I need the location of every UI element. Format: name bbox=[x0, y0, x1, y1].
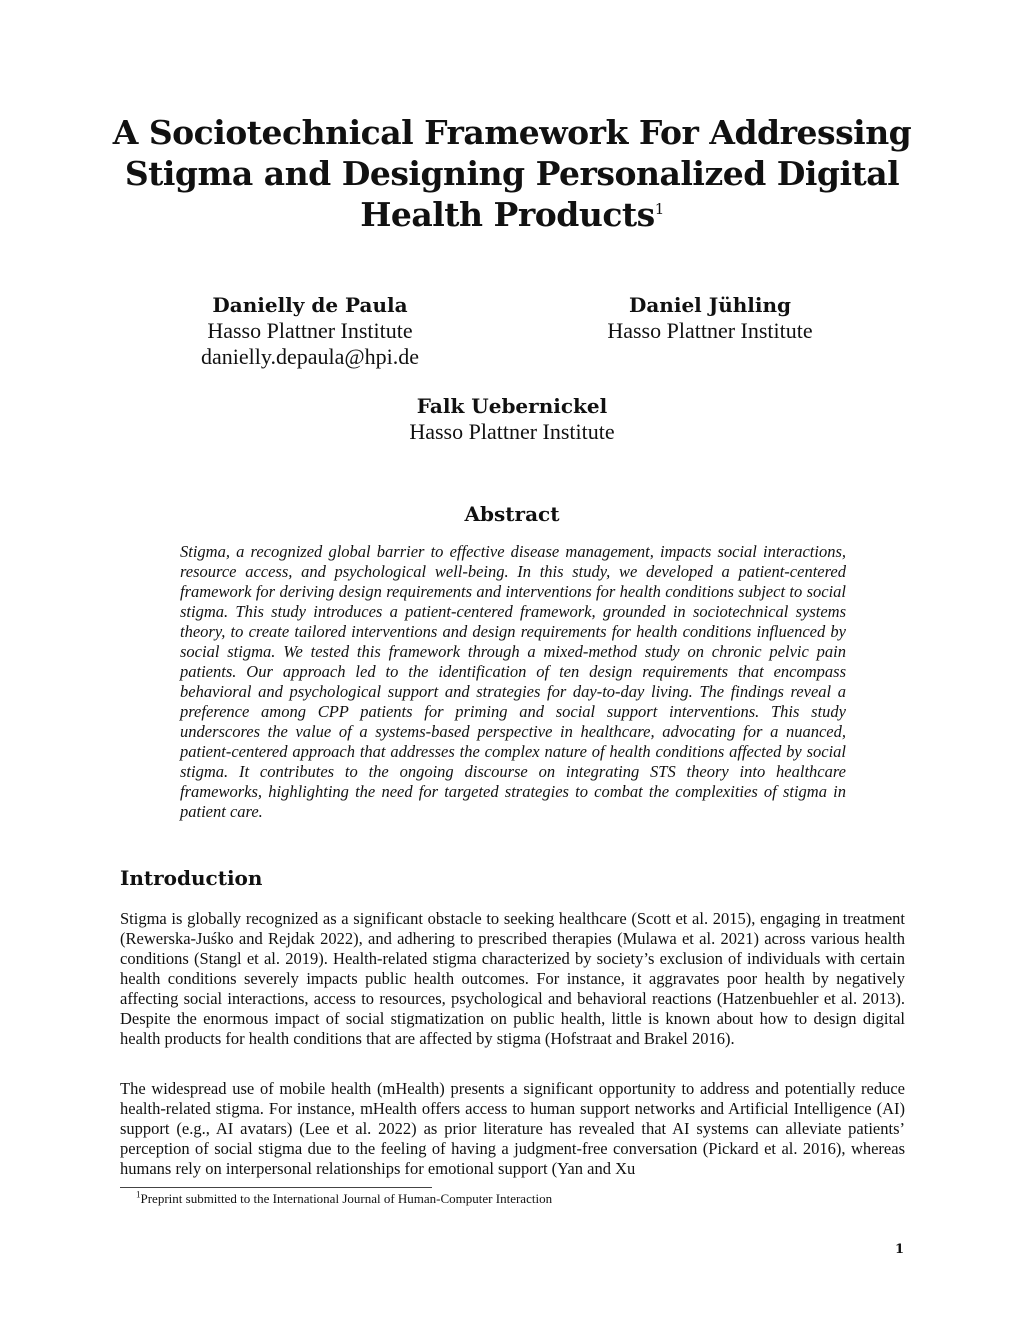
footnote-text: Preprint submitted to the International Journal of Human-Computer Interaction bbox=[140, 1191, 553, 1206]
paper-title-text: A Sociotechnical Framework For Addressing Stigma and Designing Personalized Digital Health Products bbox=[112, 113, 912, 234]
author-block-2 bbox=[560, 292, 860, 344]
footnote-divider bbox=[120, 1187, 432, 1188]
author-email: danielly.depaula@hpi.de bbox=[201, 344, 419, 369]
paper-title bbox=[110, 112, 914, 235]
author-block-3 bbox=[362, 393, 662, 445]
abstract-heading: Abstract bbox=[464, 502, 560, 526]
author-affiliation: Hasso Plattner Institute bbox=[207, 318, 413, 343]
introduction-heading: Introduction bbox=[120, 866, 263, 890]
introduction-paragraph-2: The widespread use of mobile health (mHealth) presents a significant opportunity to address and potentially reduce health-related stigma. For instance, mHealth offers access to human support networks and Artificial Intelligence (AI) support (e.g., AI avatars) (Lee et al. 2022) as prior literature has revealed that AI systems can alleviate patients’ perception of social stigma due to the feeling of having a judgment-free conversation (Pickard et al. 2016), whereas humans rely on interpersonal relationships for emotional support (Yan and Xu bbox=[120, 1079, 905, 1178]
page-number: 1 bbox=[894, 1242, 904, 1257]
abstract-text: Stigma, a recognized global barrier to effective disease management, impacts social interactions, resource access, and psychological well-being. In this study, we developed a patient-centered framework for deriving design requirements and interventions for health conditions subject to social stigma. This study introduces a patient-centered framework, grounded in sociotechnical systems theory, to create tailored interventions and design requirements for health conditions influenced by social stigma. We tested this framework through a mixed-method study on chronic pelvic pain patients. Our approach led to the identification of ten design requirements that encompass behavioral and psychological support and strategies for day-to-day living. The findings reveal a preference among CPP patients for priming and social support interventions. This study underscores the value of a systems-based perspective in healthcare, advocating for a nuanced, patient-centered approach that addresses the complex nature of health conditions affected by social stigma. It contributes to the ongoing discourse on integrating STS theory into healthcare frameworks, highlighting the need for targeted strategies to combat the complexities of stigma in patient care. bbox=[180, 542, 846, 821]
introduction-paragraph-1: Stigma is globally recognized as a significant obstacle to seeking healthcare (Scott et al. 2015), engaging in treatment (Rewerska-Juśko and Rejdak 2022), and adhering to prescribed therapies (Mulawa et al. 2021) across various health conditions (Stangl et al. 2019). Health-related stigma characterized by society’s exclusion of individuals with certain health conditions severely impacts public health outcomes. For instance, it aggravates poor health by negatively affecting social interactions, access to resources, psychological and behavioral reactions (Hatzenbuehler et al. 2013). Despite the enormous impact of social stigmatization on public health, little is known about how to design digital health products for health conditions that are affected by stigma (Hofstraat and Brakel 2016). bbox=[120, 909, 905, 1048]
author-affiliation: Hasso Plattner Institute bbox=[409, 419, 615, 444]
author-name: Falk Uebernickel bbox=[416, 394, 608, 418]
footnote bbox=[136, 1191, 552, 1207]
author-affiliation: Hasso Plattner Institute bbox=[607, 318, 813, 343]
title-footnote-mark: 1 bbox=[654, 200, 664, 218]
author-block-1 bbox=[160, 292, 460, 370]
author-name: Daniel Jühling bbox=[629, 293, 791, 317]
author-name: Danielly de Paula bbox=[212, 293, 408, 317]
footnote-mark: 1 bbox=[136, 1189, 141, 1200]
